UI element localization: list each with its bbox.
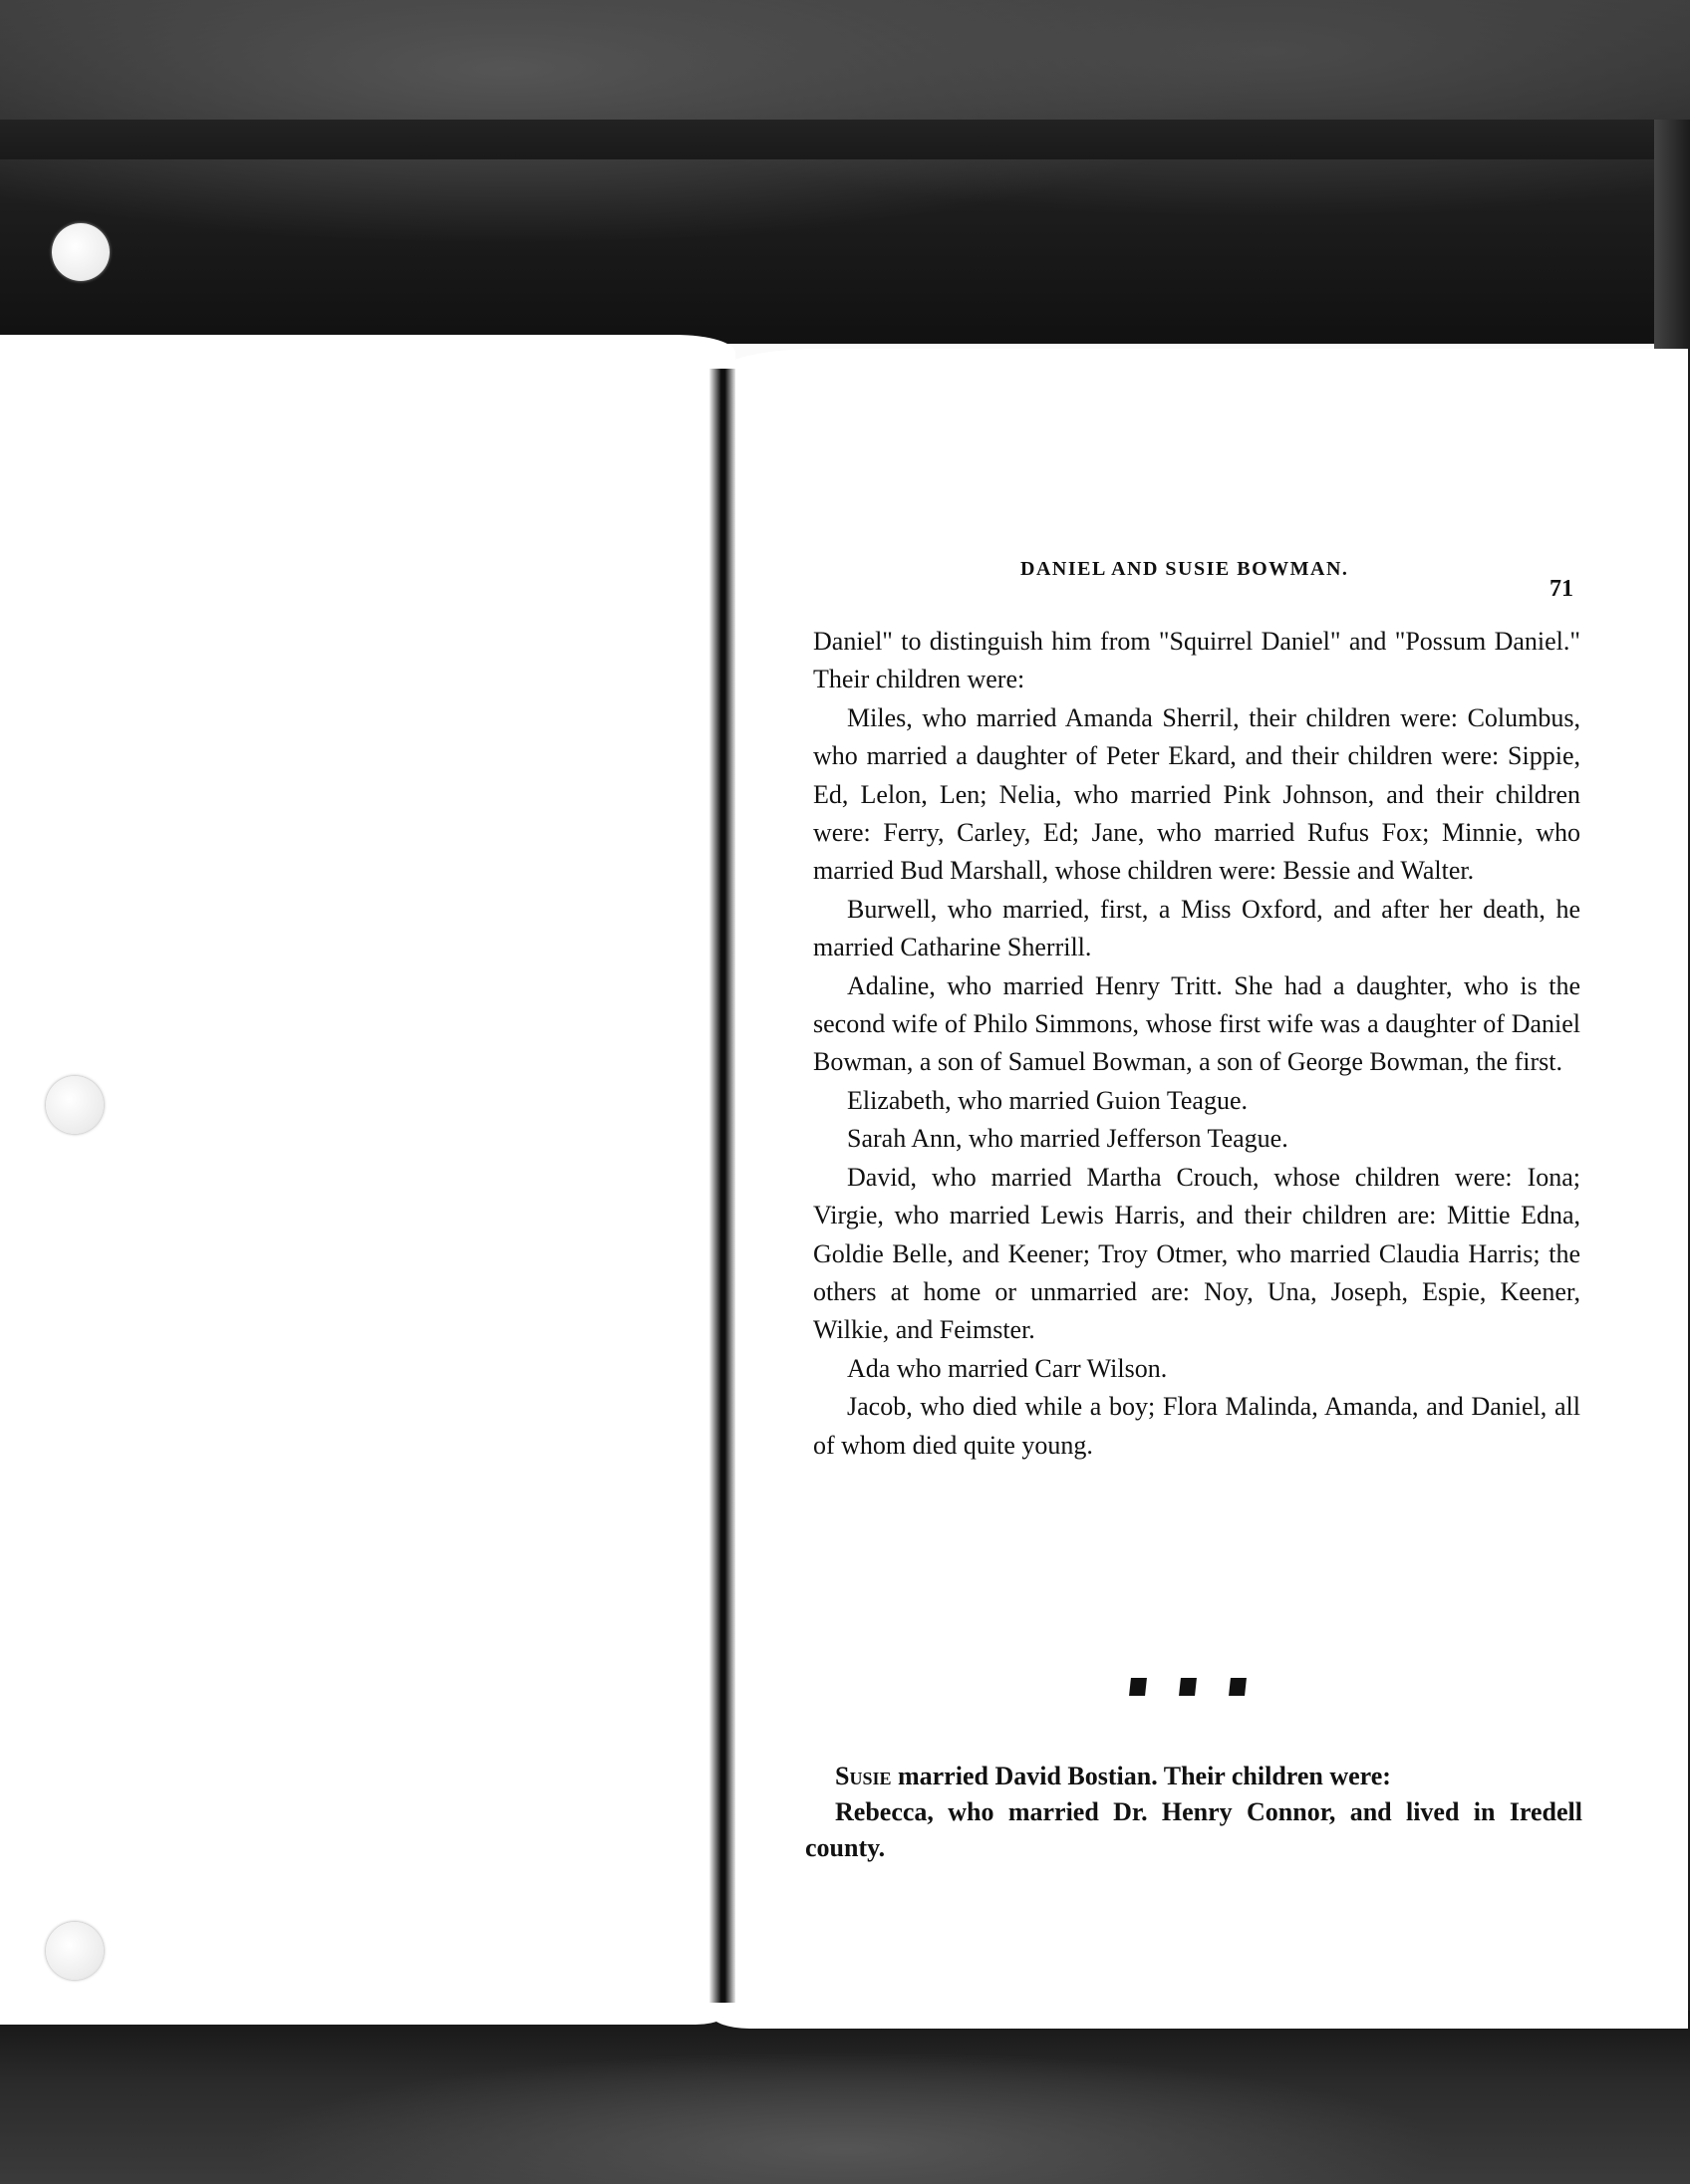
lead-rest: married David Bostian. Their children were: <box>891 1762 1391 1790</box>
scan-shadow <box>0 120 1690 159</box>
paragraph: Burwell, who married, first, a Miss Oxford, and after her death, he married Catharine Sherrill. <box>813 894 1580 962</box>
section-ornament <box>1130 1674 1279 1702</box>
paragraph: Daniel" to distinguish him from "Squirrel Daniel" and "Possum Daniel." Their children were: <box>813 627 1580 694</box>
paragraph: Ada who married Carr Wilson. <box>847 1353 1168 1383</box>
paragraph: Elizabeth, who married Guion Teague. <box>847 1085 1249 1115</box>
ornament-mark <box>1129 1678 1147 1696</box>
ornament-mark <box>1179 1678 1197 1696</box>
paragraph: Miles, who married Amanda Sherril, their children were: Columbus, who married a daughter of Peter Ekard, and their children were: Sippie, Ed, Lelon, Len; Nelia, who married Pink Johnson, and their children were: Ferry, Carley, Ed; Jane, who married Rufus Fox; Minnie, who married Bud Marshall, whose children were: Bessie and Walter. <box>813 702 1580 886</box>
binder-hole-bottom <box>46 1922 104 1980</box>
paragraph: Jacob, who died while a boy; Flora Malinda, Amanda, and Daniel, all of whom died quite young. <box>813 1392 1580 1460</box>
book-gutter <box>709 369 735 2003</box>
binder-hole-top <box>52 223 110 281</box>
paragraph: Adaline, who married Henry Tritt. She had a daughter, who is the second wife of Philo Simmons, whose first wife was a daughter of Daniel Bowman, a son of Samuel Bowman, a son of George Bowman, the first. <box>813 970 1580 1077</box>
scan-background-top <box>0 0 1690 344</box>
lead-word: Susie <box>835 1762 892 1790</box>
ornament-mark <box>1229 1678 1247 1696</box>
section-paragraph: Rebecca, who married Dr. Henry Connor, and lived in Iredell county. <box>805 1797 1582 1862</box>
section-text <box>805 1759 1582 1866</box>
paragraph: Sarah Ann, who married Jefferson Teague. <box>847 1124 1288 1154</box>
binder-hole-middle <box>46 1076 104 1134</box>
body-text <box>813 623 1580 1465</box>
left-page-blank <box>0 335 735 2025</box>
page-number: 71 <box>1549 576 1573 602</box>
running-head: DANIEL AND SUSIE BOWMAN. <box>1020 558 1349 580</box>
paragraph: David, who married Martha Crouch, whose children were: Iona; Virgie, who married Lewis Harris, and their children are: Mittie Edna, Goldie Belle, and Keener; Troy Otmer, who married Claudia Harris; the others at home or unmarried are: Noy, Una, Joseph, Espie, Keener, Wilkie, and Feimster. <box>813 1162 1580 1345</box>
scan-background-bottom <box>0 2011 1690 2184</box>
section-lead-paragraph <box>805 1759 1582 1794</box>
